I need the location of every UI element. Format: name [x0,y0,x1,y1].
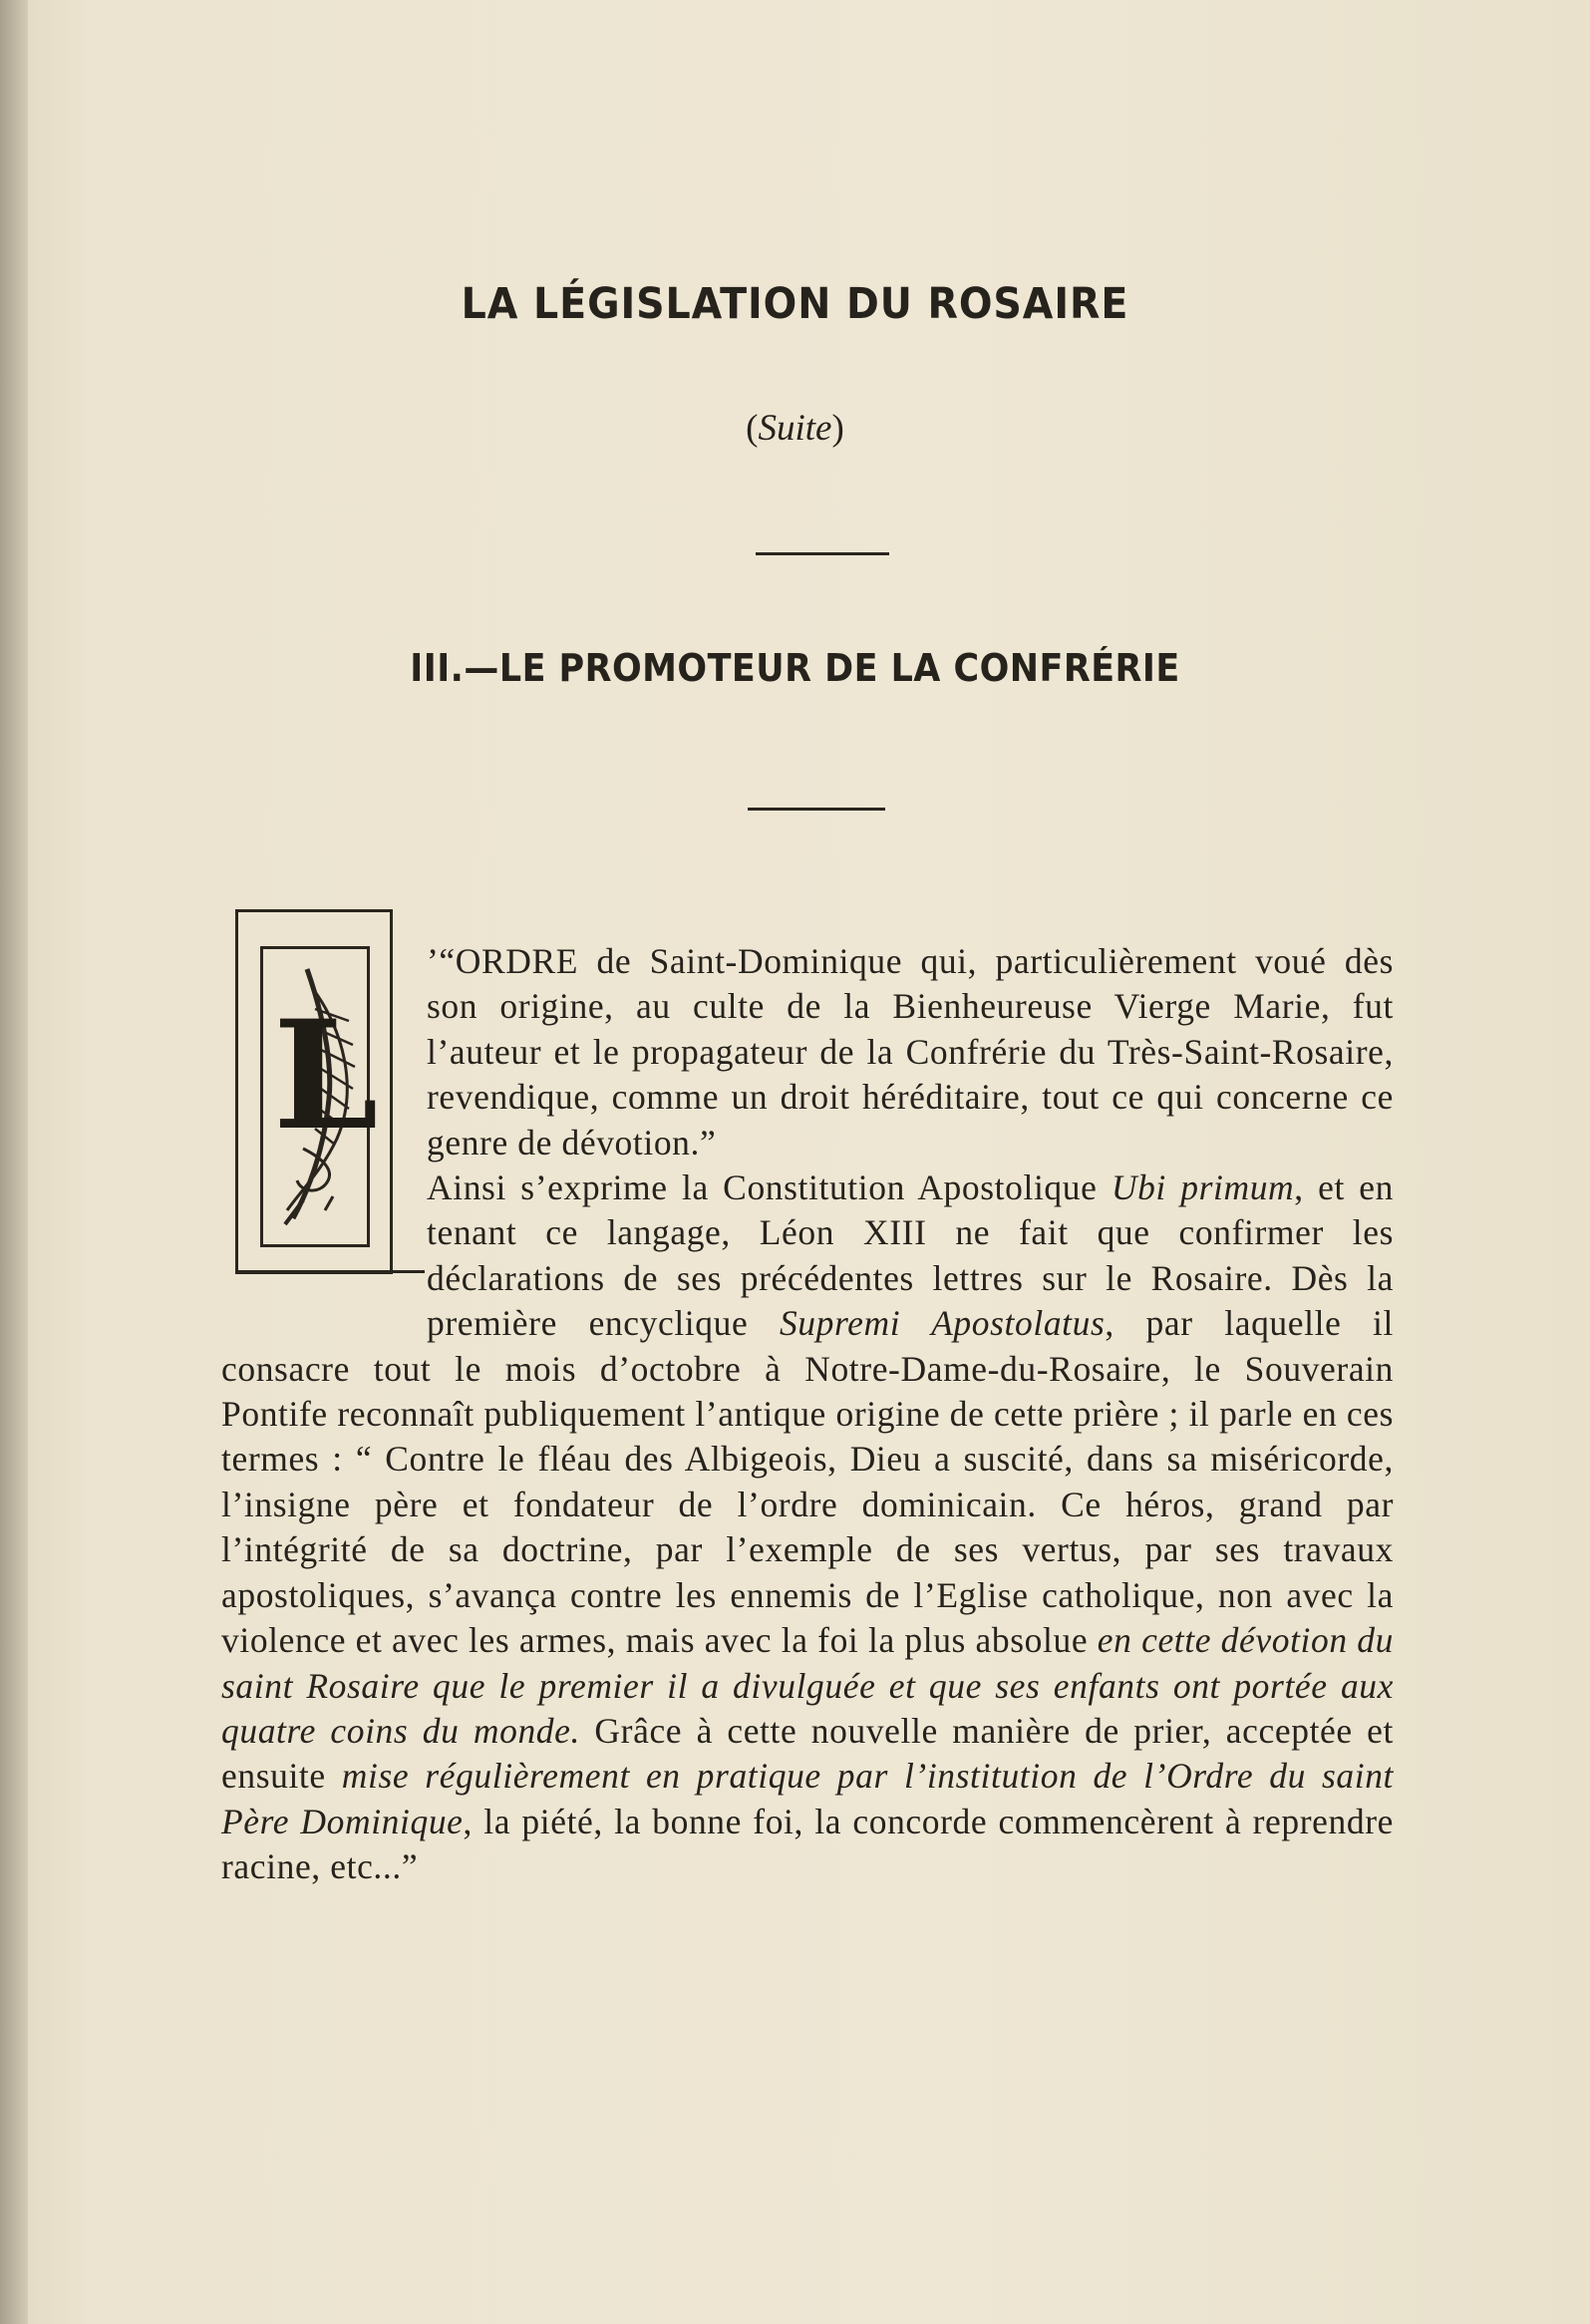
title-divider [756,552,889,555]
paragraph-1: ’“ORDRE de Saint-Dominique qui, particulièrement voué dès son origine, au culte de la Bienheureuse Vierge Marie, fut l’auteur et le propagateur de la Confrérie du Très-Saint-Rosaire, revendique, comme un droit héréditaire, tout ce qui concerne ce genre de dévotion.” [427,941,1394,1162]
ubi-primum-title: Ubi primum [1111,1167,1295,1208]
page-title: LA LÉGISLATION DU ROSAIRE [461,279,1129,329]
italic-quote-2: mise régulièrement en pratique par l’institution de l’Ordre du saint Père Dominique [221,1756,1395,1841]
book-spine-edge [0,0,28,2324]
body-text [221,939,1394,1890]
section-divider [748,808,885,811]
italic-quote-1: en cette dévotion du saint Rosaire que le premier il a divulguée et que ses enfants ont portée aux quatre coins du monde. [221,1620,1395,1751]
paragraph-2-text-a: Ainsi s’exprime la Constitution Apostolique [427,1167,1112,1208]
paragraph-2-text-d: Grâce à cette nouvelle manière de prier, acceptée et ensuite [221,1710,1394,1797]
paragraph-2-text-e: , la piété, la bonne foi, la concorde commencèrent à reprendre racine, etc...” [221,1801,1394,1887]
section-heading: III.—LE PROMOTEUR DE LA CONFRÉRIE [410,646,1180,690]
paragraph-2-text-b: , et en tenant ce langage, Léon XIII ne fait que confirmer les déclarations de ses précédentes lettres sur le Rosaire. Dès la première encyclique [427,1167,1395,1344]
drop-cap-letter: L [273,988,379,1163]
subtitle-text: Suite [758,408,832,449]
paragraph-2-text-c: , par laquelle il consacre tout le mois d’octobre à Notre-Dame-du-Rosaire, le Souverain Pontife reconnaît publiquement l’antique origine de cette prière ; il parle en ces termes : “ Contre le fléau des Albigeois, Dieu a suscité, dans sa miséricorde, l’insigne père et fondateur de l’ordre dominicain. Ce héros, grand par l’intégrité de sa doctrine, par l’exemple de ses vertus, par ses travaux apostoliques, s’avança contre les ennemis de l’Eglise catholique, non avec la violence et avec les armes, mais avec la foi la plus absolue [221,1303,1394,1661]
supremi-apostolatus-title: Supremi Apostolatus [779,1303,1106,1344]
subtitle: (Suite) [746,408,844,449]
